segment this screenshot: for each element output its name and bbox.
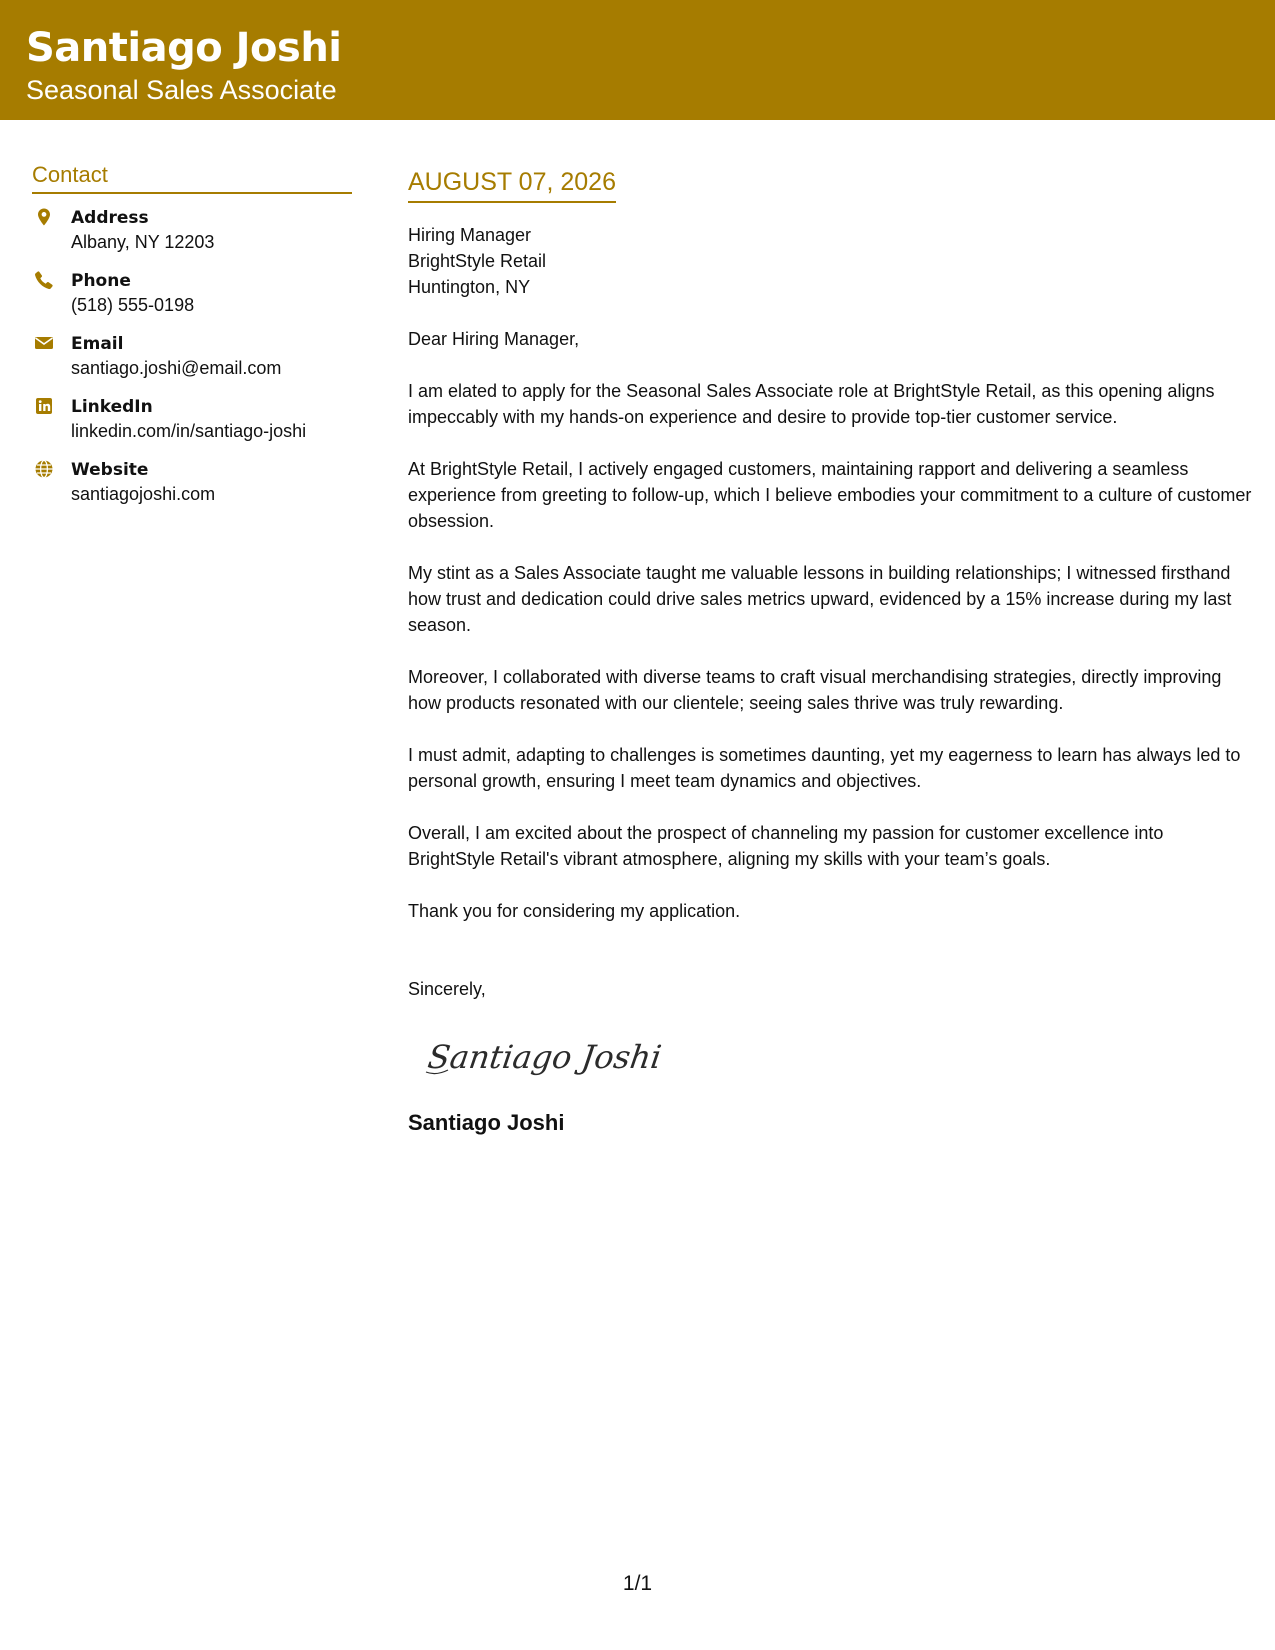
handwritten-signature xyxy=(422,1030,682,1086)
letter-paragraph: My stint as a Sales Associate taught me valuable lessons in building relationships; I witnessed firsthand how trust and dedication could drive sales metrics upward, evidenced by a 15% increase during my last season. xyxy=(408,563,1232,635)
signer-name: Santiago Joshi xyxy=(408,1110,565,1135)
contact-sidebar xyxy=(32,160,352,521)
contact-label: Phone xyxy=(71,271,131,291)
contact-item-linkedin xyxy=(32,395,352,458)
contact-item-email xyxy=(32,332,352,395)
map-pin-icon xyxy=(34,207,54,227)
contact-label: Email xyxy=(71,334,124,354)
contact-label: Address xyxy=(71,208,149,228)
applicant-title: Seasonal Sales Associate xyxy=(26,75,337,105)
letter-paragraph: Thank you for considering my application. xyxy=(408,901,741,921)
contact-list xyxy=(32,206,352,521)
letter-body xyxy=(408,165,1253,1138)
globe-icon xyxy=(34,459,54,479)
contact-item-phone xyxy=(32,269,352,332)
contact-value: linkedin.com/in/santiago-joshi xyxy=(71,421,307,441)
closing: Sincerely, xyxy=(408,979,486,999)
recipient-line: BrightStyle Retail xyxy=(408,251,547,271)
contact-item-address xyxy=(32,206,352,269)
recipient-line: Hiring Manager xyxy=(408,225,532,245)
page-number: 1/1 xyxy=(622,1572,653,1595)
letter-paragraph: Overall, I am excited about the prospect of channeling my passion for customer excellence into BrightStyle Retail's vibrant atmosphere, aligning my skills with your team’s goals. xyxy=(408,823,1164,869)
letter-paragraph: I am elated to apply for the Seasonal Sales Associate role at BrightStyle Retail, as this opening aligns impeccably with my hands-on experience and desire to provide top-tier customer service. xyxy=(408,381,1215,427)
letter-paragraph: Moreover, I collaborated with diverse teams to craft visual merchandising strategies, directly improving how products resonated with our clientele; seeing sales thrive was truly rewarding. xyxy=(408,667,1222,713)
contact-heading: Contact xyxy=(32,160,352,194)
header-banner xyxy=(0,0,1275,120)
signature-script: Santiago Joshi xyxy=(425,1038,664,1076)
applicant-name: Santiago Joshi xyxy=(26,25,342,71)
contact-label: LinkedIn xyxy=(71,397,153,417)
phone-icon xyxy=(34,270,54,290)
letter-paragraph: I must admit, adapting to challenges is sometimes daunting, yet my eagerness to learn has always led to personal growth, ensuring I meet team dynamics and objectives. xyxy=(408,745,1241,791)
contact-value: (518) 555-0198 xyxy=(71,295,195,315)
linkedin-icon xyxy=(34,396,54,416)
contact-value: Albany, NY 12203 xyxy=(71,232,215,252)
recipient-block xyxy=(408,222,1253,300)
envelope-icon xyxy=(34,333,54,353)
letter-paragraph: At BrightStyle Retail, I actively engaged customers, maintaining rapport and delivering a seamless experience from greeting to follow-up, which I believe embodies your commitment to a culture of customer obsession. xyxy=(408,459,1252,531)
letter-date: AUGUST 07, 2026 xyxy=(408,165,616,203)
salutation: Dear Hiring Manager, xyxy=(408,329,580,349)
contact-item-website xyxy=(32,458,352,521)
contact-value: santiago.joshi@email.com xyxy=(71,358,282,378)
contact-value: santiagojoshi.com xyxy=(71,484,216,504)
recipient-line: Huntington, NY xyxy=(408,277,531,297)
contact-label: Website xyxy=(71,460,149,480)
